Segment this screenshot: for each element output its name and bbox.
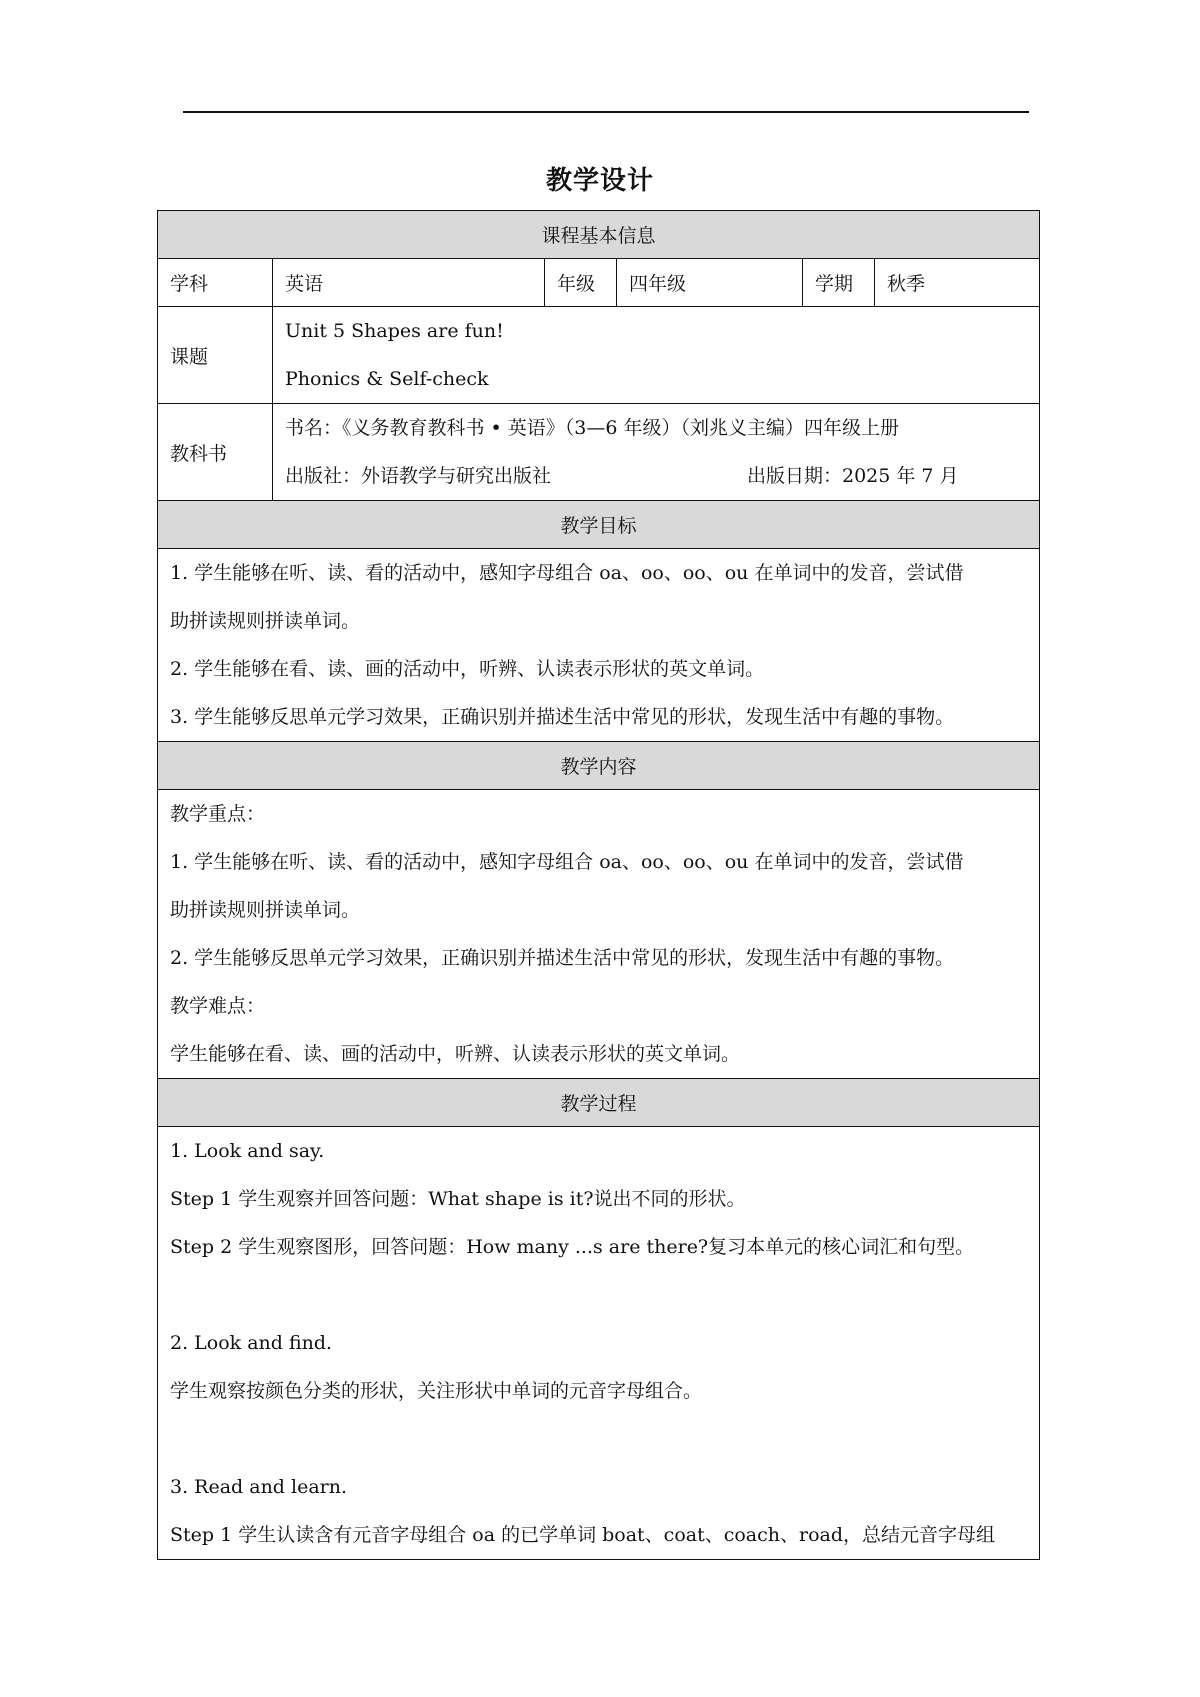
section-content bbox=[158, 742, 1040, 790]
objectives-body bbox=[158, 549, 1040, 742]
section-header: 教学内容 bbox=[158, 742, 1040, 790]
grade-label: 年级 bbox=[545, 259, 617, 307]
grade-value: 四年级 bbox=[617, 259, 803, 307]
publisher: 出版社：外语教学与研究出版社 bbox=[285, 465, 552, 487]
process-line: 1. Look and say. bbox=[170, 1140, 325, 1162]
process-line: 3. Read and learn. bbox=[170, 1476, 348, 1498]
content-line: 教学重点： bbox=[170, 803, 266, 825]
section-header: 教学目标 bbox=[158, 501, 1040, 549]
objectives-row bbox=[158, 549, 1040, 742]
subject-label: 学科 bbox=[158, 259, 273, 307]
objective-line: 助拼读规则拼读单词。 bbox=[170, 610, 361, 632]
content-body bbox=[158, 790, 1040, 1079]
publish-date: 出版日期：2025 年 7 月 bbox=[747, 465, 959, 487]
section-objectives bbox=[158, 501, 1040, 549]
process-row bbox=[158, 1127, 1040, 1560]
topic-label: 课题 bbox=[158, 307, 273, 404]
content-line: 教学难点： bbox=[170, 995, 266, 1017]
section-basic-info bbox=[158, 211, 1040, 259]
publisher-row bbox=[285, 452, 1027, 500]
topic-line: Unit 5 Shapes are fun! bbox=[285, 320, 504, 342]
topic-value bbox=[273, 307, 1040, 404]
section-process bbox=[158, 1079, 1040, 1127]
subject-grade-term-row bbox=[158, 259, 1040, 307]
process-line: Step 1 学生观察并回答问题：What shape is it?说出不同的形状。 bbox=[170, 1188, 746, 1210]
topic-line: Phonics & Self-check bbox=[285, 368, 489, 390]
lesson-plan-table bbox=[157, 210, 1040, 1560]
term-value: 秋季 bbox=[875, 259, 1040, 307]
objective-line: 1. 学生能够在听、读、看的活动中，感知字母组合 oa、oo、oo、ou 在单词中的发音，尝试借 bbox=[170, 562, 964, 584]
term-label: 学期 bbox=[803, 259, 875, 307]
process-blank-line bbox=[170, 1415, 1027, 1463]
content-line: 学生能够在看、读、画的活动中，听辨、认读表示形状的英文单词。 bbox=[170, 1043, 741, 1065]
textbook-name: 书名：《义务教育教科书 • 英语》（3—6 年级）（刘兆义主编）四年级上册 bbox=[285, 417, 900, 439]
section-header: 教学过程 bbox=[158, 1079, 1040, 1127]
process-blank-line bbox=[170, 1271, 1027, 1319]
process-body bbox=[158, 1127, 1040, 1560]
subject-value: 英语 bbox=[273, 259, 545, 307]
process-line: 2. Look and find. bbox=[170, 1332, 333, 1354]
topic-row bbox=[158, 307, 1040, 404]
content-line: 1. 学生能够在听、读、看的活动中，感知字母组合 oa、oo、oo、ou 在单词中的发音，尝试借 bbox=[170, 851, 964, 873]
process-line: Step 1 学生认读含有元音字母组合 oa 的已学单词 boat、coat、coach、road，总结元音字母组 bbox=[170, 1524, 996, 1546]
textbook-row bbox=[158, 404, 1040, 501]
objective-line: 2. 学生能够在看、读、画的活动中，听辨、认读表示形状的英文单词。 bbox=[170, 658, 765, 680]
header-rule bbox=[183, 111, 1029, 113]
textbook-label: 教科书 bbox=[158, 404, 273, 501]
section-header: 课程基本信息 bbox=[158, 211, 1040, 259]
process-line: 学生观察按颜色分类的形状，关注形状中单词的元音字母组合。 bbox=[170, 1380, 703, 1402]
textbook-value bbox=[273, 404, 1040, 501]
objective-line: 3. 学生能够反思单元学习效果，正确识别并描述生活中常见的形状，发现生活中有趣的事物。 bbox=[170, 706, 955, 728]
content-row bbox=[158, 790, 1040, 1079]
content-line: 2. 学生能够反思单元学习效果，正确识别并描述生活中常见的形状，发现生活中有趣的事物。 bbox=[170, 947, 955, 969]
process-line: Step 2 学生观察图形，回答问题：How many ...s are there?复习本单元的核心词汇和句型。 bbox=[170, 1236, 975, 1258]
content-line: 助拼读规则拼读单词。 bbox=[170, 899, 361, 921]
document-title: 教学设计 bbox=[545, 166, 654, 196]
